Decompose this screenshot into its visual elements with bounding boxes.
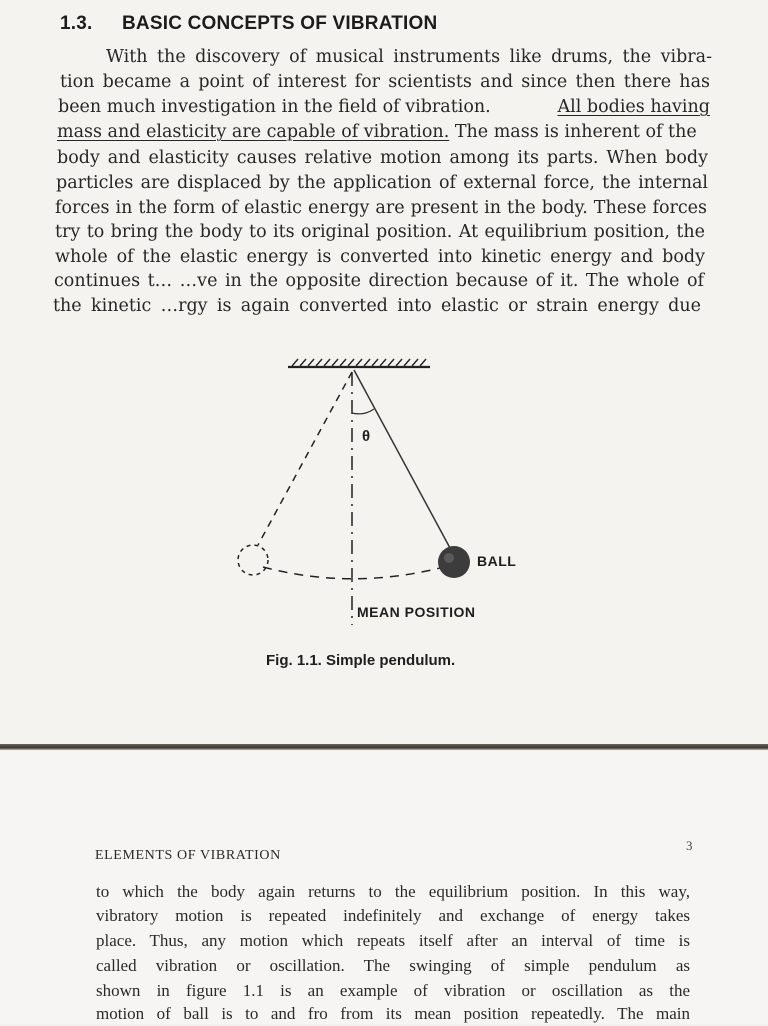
paragraph-line: tion became a point of interest for scientists and since then there has [60,72,710,92]
paragraph-line: try to bring the body to its original position. At equilibrium position, the [55,222,705,242]
ball-label: BALL [477,553,517,569]
page-number: 3 [686,838,693,853]
underlined-phrase: mass and elasticity are capable of vibration. [57,122,450,142]
angle-arc [352,409,374,414]
paragraph-line: particles are displaced by the application of external force, the internal [56,173,708,193]
paragraph-line: whole of the elastic energy is converted into kinetic energy and body [55,247,705,267]
paragraph-line: shown in figure 1.1 is an example of vibration or oscillation as the [96,981,690,1000]
ghost-ball [238,545,268,575]
displaced-string [258,372,352,545]
paragraph-line: the kinetic …rgy is again converted into elastic or strain energy due [53,296,701,316]
running-head: ELEMENTS OF VIBRATION [95,848,281,863]
paragraph-line: place. Thus, any motion which repeats itself after an interval of time is [96,931,690,950]
paragraph-line: vibratory motion is repeated indefinitely and exchange of energy takes [96,906,690,925]
theta-label: θ [362,428,371,445]
figure-caption: Fig. 1.1. Simple pendulum. [266,652,456,669]
ball [438,546,470,578]
paragraph-line: called vibration or oscillation. The swinging of simple pendulum as [96,956,690,975]
section-title: BASIC CONCEPTS OF VIBRATION [122,13,438,34]
paragraph-line: continues t… …ve in the opposite direction because of it. The whole of [54,271,704,291]
paragraph-line-part: The mass is inherent of the [449,122,697,142]
ceiling-support [288,359,430,367]
pendulum-string [354,370,450,548]
section-number: 1.3. [60,13,93,34]
paragraph-line-part: been much investigation in the field of vibration. [58,97,491,117]
paragraph-line: to which the body again returns to the equilibrium position. In this way, [96,882,690,901]
paragraph-line: forces in the form of elastic energy are present in the body. These forces [55,198,707,218]
mean-position-label: MEAN POSITION [357,604,476,620]
paragraph-line: body and elasticity causes relative motion among its parts. When body [57,148,708,168]
paragraph-line: motion of ball is to and fro from its mean position repeatedly. The main [96,1004,690,1023]
paragraph-line: With the discovery of musical instruments like drums, the vibra- [106,47,712,67]
underlined-phrase: All bodies having [557,97,710,117]
